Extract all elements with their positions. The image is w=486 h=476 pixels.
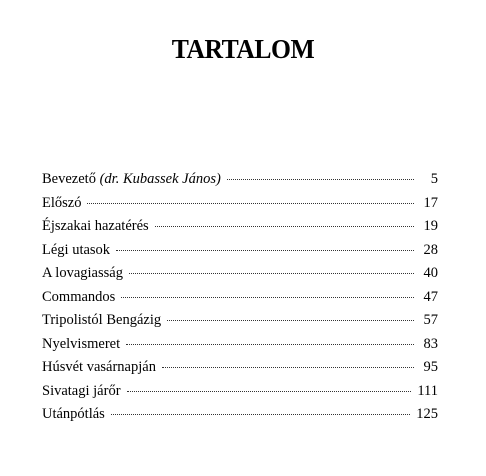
table-of-contents xyxy=(42,172,438,431)
toc-entry-title: Nyelvismeret xyxy=(42,335,121,352)
dot-leader xyxy=(87,203,414,204)
toc-entry-title: Előszó xyxy=(42,194,82,211)
toc-entry-page: 19 xyxy=(423,218,438,234)
toc-entry-title: Bevezető (dr. Kubassek János) xyxy=(42,171,221,187)
toc-entry xyxy=(42,196,438,220)
page-title: TARTALOM xyxy=(171,34,315,64)
toc-entry-page: 83 xyxy=(423,335,438,352)
toc-entry-page: 111 xyxy=(417,382,438,399)
toc-entry xyxy=(42,172,438,196)
toc-entry-page: 125 xyxy=(416,406,438,422)
toc-entry-page: 5 xyxy=(430,171,438,187)
dot-leader xyxy=(111,414,410,415)
toc-entry-title: Légi utasok xyxy=(42,241,111,258)
toc-entry-author: (dr. Kubassek János) xyxy=(99,171,221,187)
dot-leader xyxy=(167,320,414,321)
dot-leader xyxy=(155,226,414,227)
toc-entry-title: Utánpótlás xyxy=(42,406,105,422)
toc-entry-page: 95 xyxy=(423,359,438,375)
toc-entry-page: 47 xyxy=(423,288,438,305)
dot-leader xyxy=(121,297,414,298)
toc-entry-title: Tripolistól Bengázig xyxy=(42,312,162,328)
dot-leader xyxy=(116,250,414,251)
toc-entry-page: 57 xyxy=(423,312,438,328)
toc-entry-title: Commandos xyxy=(42,288,116,305)
toc-entry-page: 17 xyxy=(423,194,438,211)
dot-leader xyxy=(127,391,412,392)
dot-leader xyxy=(162,367,414,368)
toc-entry xyxy=(42,243,438,267)
dot-leader xyxy=(227,179,414,180)
dot-leader xyxy=(126,344,414,345)
toc-entry xyxy=(42,290,438,314)
toc-entry-title: Sivatagi járőr xyxy=(42,382,121,399)
toc-entry xyxy=(42,313,438,337)
toc-entry xyxy=(42,337,438,361)
toc-entry xyxy=(42,219,438,243)
toc-entry-title: Húsvét vasárnapján xyxy=(42,359,156,375)
toc-entry xyxy=(42,384,438,408)
toc-entry xyxy=(42,360,438,384)
toc-entry-title: A lovagiasság xyxy=(42,265,123,281)
toc-entry-title: Éjszakai hazatérés xyxy=(42,218,149,234)
toc-entry-page: 28 xyxy=(423,241,438,258)
toc-entry xyxy=(42,407,438,431)
toc-entry-page: 40 xyxy=(423,265,438,281)
toc-entry xyxy=(42,266,438,290)
dot-leader xyxy=(129,273,414,274)
